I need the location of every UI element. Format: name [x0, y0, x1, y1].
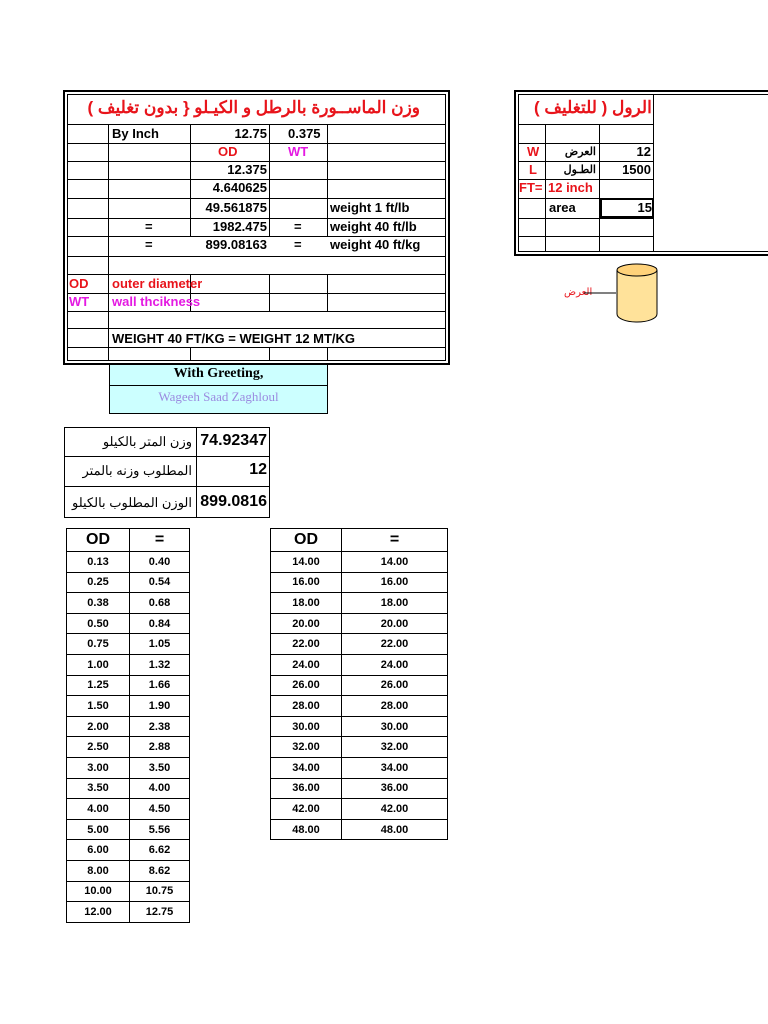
- calc-value-3: 49.561875: [205, 200, 267, 215]
- table-row: [271, 696, 448, 717]
- value-cell: 2.38: [130, 716, 190, 737]
- value-cell: 4.00: [130, 778, 190, 799]
- value-cell: 0.84: [130, 613, 190, 634]
- table-row: [271, 716, 448, 737]
- od-cell: 18.00: [271, 593, 342, 614]
- roll-l-value: 1500: [622, 162, 651, 177]
- od-cell: 10.00: [67, 881, 130, 902]
- summary-label: الوزن المطلوب بالكيلو: [71, 495, 192, 510]
- eq-header: =: [130, 529, 190, 552]
- value-cell: 8.62: [130, 860, 190, 881]
- weight-40ft-lb-label: weight 40 ft/lb: [330, 219, 417, 234]
- wt-abbr: WT: [69, 294, 90, 309]
- roll-l-label: L: [529, 162, 537, 177]
- value-cell: 1.32: [130, 654, 190, 675]
- roll-area-label: area: [549, 200, 576, 215]
- by-inch-label: By Inch: [112, 126, 159, 141]
- od-cell: 24.00: [271, 654, 342, 675]
- roll-ft-value: 12 inch: [548, 180, 593, 195]
- value-cell: 24.00: [342, 654, 448, 675]
- table-row: [271, 778, 448, 799]
- wt-value: 0.375: [288, 126, 321, 141]
- summary-label: المطلوب وزنه بالمتر: [82, 463, 192, 478]
- table-row: [271, 675, 448, 696]
- od-cell: 5.00: [67, 819, 130, 840]
- od-cell: 36.00: [271, 778, 342, 799]
- value-cell: 10.75: [130, 881, 190, 902]
- od-cell: 3.50: [67, 778, 130, 799]
- table-row: [67, 716, 190, 737]
- od-cell: 6.00: [67, 840, 130, 861]
- value-cell: 5.56: [130, 819, 190, 840]
- od-cell: 22.00: [271, 634, 342, 655]
- table-row: [271, 819, 448, 840]
- greeting-line-2: Wageeh Saad Zaghloul: [158, 389, 279, 404]
- value-cell: 14.00: [342, 552, 448, 573]
- greeting-line-1: With Greeting,: [173, 366, 264, 381]
- table-row: [67, 634, 190, 655]
- table-row: [67, 840, 190, 861]
- summary-label: وزن المتر بالكيلو: [102, 434, 192, 449]
- od-header: OD: [67, 529, 130, 552]
- equals-sign: =: [294, 237, 302, 252]
- od-cell: 30.00: [271, 716, 342, 737]
- od-cell: 1.00: [67, 654, 130, 675]
- od-cell: 8.00: [67, 860, 130, 881]
- roll-w-arabic: العرض: [564, 146, 596, 158]
- roll-ft-label: FT=: [519, 180, 543, 195]
- equals-sign: =: [145, 237, 153, 252]
- value-cell: 34.00: [342, 757, 448, 778]
- equals-sign: =: [145, 219, 153, 234]
- od-cell: 26.00: [271, 675, 342, 696]
- od-column-label: OD: [218, 144, 238, 159]
- od-cell: 48.00: [271, 819, 342, 840]
- summary-value: 899.0816: [200, 494, 267, 510]
- od-cell: 0.25: [67, 572, 130, 593]
- table-row: [67, 737, 190, 758]
- value-cell: 1.05: [130, 634, 190, 655]
- value-cell: 0.54: [130, 572, 190, 593]
- summary-value: 74.92347: [200, 433, 267, 449]
- weight-1ft-lb-label: weight 1 ft/lb: [330, 200, 410, 215]
- table-row: [67, 613, 190, 634]
- calc-value-5: 899.08163: [205, 237, 267, 252]
- roll-w-value: 12: [636, 144, 651, 159]
- eq-header: =: [342, 529, 448, 552]
- calc-value-1: 12.375: [227, 162, 267, 177]
- value-cell: 2.88: [130, 737, 190, 758]
- od-abbr: OD: [69, 276, 89, 291]
- table-row: [271, 593, 448, 614]
- table-row: [67, 675, 190, 696]
- summary-value: 12: [249, 462, 267, 478]
- value-cell: 32.00: [342, 737, 448, 758]
- od-table-left: [66, 528, 190, 923]
- value-cell: 26.00: [342, 675, 448, 696]
- table-row: [271, 654, 448, 675]
- table-row: [67, 572, 190, 593]
- od-cell: 34.00: [271, 757, 342, 778]
- table-row: [67, 860, 190, 881]
- value-cell: 4.50: [130, 799, 190, 820]
- roll-title: الرول ( للتغليف ): [534, 98, 652, 117]
- od-cell: 20.00: [271, 613, 342, 634]
- table-row: [67, 799, 190, 820]
- table-row: [271, 552, 448, 573]
- table-row: [67, 902, 190, 923]
- od-cell: 0.13: [67, 552, 130, 573]
- od-cell: 2.00: [67, 716, 130, 737]
- od-header: OD: [271, 529, 342, 552]
- table-row: [271, 799, 448, 820]
- value-cell: 3.50: [130, 757, 190, 778]
- table-row: [67, 819, 190, 840]
- table-row: [67, 757, 190, 778]
- value-cell: 48.00: [342, 819, 448, 840]
- od-cell: 0.50: [67, 613, 130, 634]
- od-table-right: [270, 528, 448, 840]
- od-cell: 1.25: [67, 675, 130, 696]
- table-row: [67, 552, 190, 573]
- table-row: [67, 881, 190, 902]
- od-cell: 0.75: [67, 634, 130, 655]
- od-cell: 32.00: [271, 737, 342, 758]
- od-cell: 12.00: [67, 902, 130, 923]
- value-cell: 22.00: [342, 634, 448, 655]
- table-row: [67, 778, 190, 799]
- value-cell: 30.00: [342, 716, 448, 737]
- table-row: [271, 737, 448, 758]
- wt-description: wall thcikness: [112, 294, 201, 309]
- equals-sign: =: [294, 219, 302, 234]
- calc-value-2: 4.640625: [212, 180, 267, 195]
- od-cell: 42.00: [271, 799, 342, 820]
- value-cell: 0.68: [130, 593, 190, 614]
- od-cell: 4.00: [67, 799, 130, 820]
- table-row: [67, 696, 190, 717]
- od-cell: 2.50: [67, 737, 130, 758]
- calc-value-4: 1982.475: [212, 219, 267, 234]
- value-cell: 12.75: [130, 902, 190, 923]
- table-row: [271, 613, 448, 634]
- od-value: 12.75: [234, 126, 267, 141]
- table-row: [271, 572, 448, 593]
- value-cell: 0.40: [130, 552, 190, 573]
- table-row: [271, 757, 448, 778]
- value-cell: 16.00: [342, 572, 448, 593]
- value-cell: 42.00: [342, 799, 448, 820]
- weight-40ft-kg-label: weight 40 ft/kg: [330, 237, 421, 252]
- weight-note: WEIGHT 40 FT/KG = WEIGHT 12 MT/KG: [112, 331, 356, 346]
- od-cell: 14.00: [271, 552, 342, 573]
- roll-area-value: 15: [637, 200, 652, 215]
- table-row: [67, 593, 190, 614]
- od-cell: 0.38: [67, 593, 130, 614]
- table-row: [271, 634, 448, 655]
- roll-l-arabic: الطـول: [563, 164, 596, 176]
- wt-column-label: WT: [288, 144, 309, 159]
- value-cell: 1.90: [130, 696, 190, 717]
- cylinder-width-label: العرض: [564, 287, 593, 298]
- value-cell: 28.00: [342, 696, 448, 717]
- od-description: outer diameter: [112, 276, 203, 291]
- value-cell: 36.00: [342, 778, 448, 799]
- value-cell: 6.62: [130, 840, 190, 861]
- pipe-weight-title: وزن الماســورة بالرطل و الكيـلو { بدون تغليف ): [87, 98, 420, 117]
- od-cell: 16.00: [271, 572, 342, 593]
- value-cell: 18.00: [342, 593, 448, 614]
- roll-w-label: W: [527, 144, 540, 159]
- table-row: [67, 654, 190, 675]
- od-cell: 3.00: [67, 757, 130, 778]
- cylinder-diagram: [584, 262, 674, 324]
- value-cell: 1.66: [130, 675, 190, 696]
- od-cell: 28.00: [271, 696, 342, 717]
- od-cell: 1.50: [67, 696, 130, 717]
- value-cell: 20.00: [342, 613, 448, 634]
